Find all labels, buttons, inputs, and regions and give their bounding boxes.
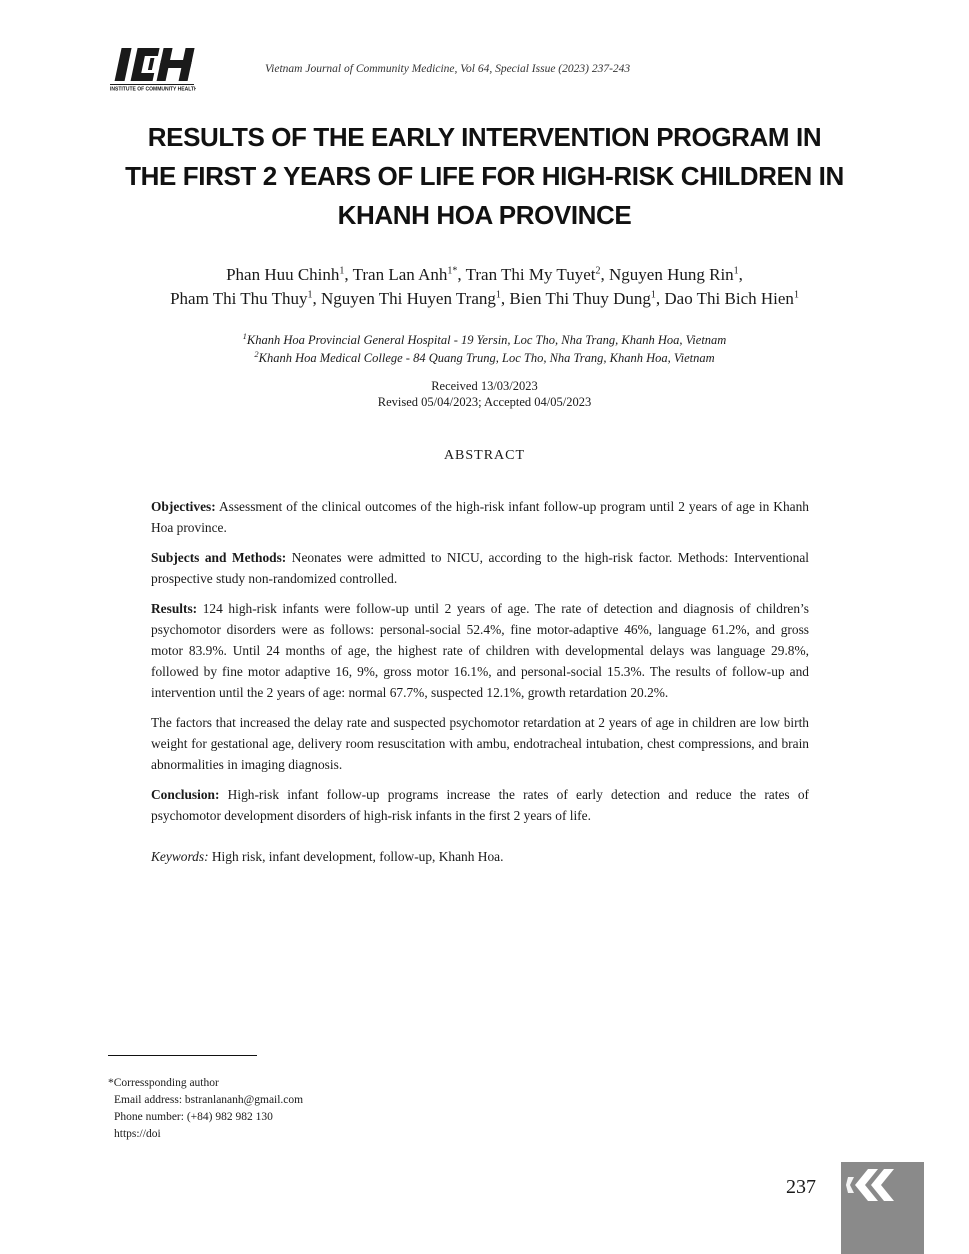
author-name: Bien Thi Thuy Dung	[509, 289, 651, 308]
page-number: 237	[786, 1176, 816, 1198]
paper-title	[60, 118, 909, 235]
abstract-heading: ABSTRACT	[443, 448, 526, 463]
title-line: RESULTS OF THE EARLY INTERVENTION PROGRAM IN	[147, 122, 822, 152]
svg-text:INSTITUTE OF COMMUNITY HEALTH: INSTITUTE OF COMMUNITY HEALTH	[110, 86, 196, 92]
author-name: Dao Thi Bich Hien	[664, 289, 794, 308]
abstract-subjects-methods: Subjects and Methods: Neonates were admitted to NICU, according to the high-risk factor. Methods: Interventional prospective study non-randomized controlled.	[151, 550, 809, 586]
received-date: Received 13/03/2023	[431, 379, 538, 393]
keywords: Keywords: High risk, infant development, follow-up, Khanh Hoa.	[151, 849, 504, 864]
author-name: Pham Thi Thu Thuy	[170, 289, 308, 308]
abstract-factors: The factors that increased the delay rate and suspected psychomotor retardation at 2 years of age in children are low birth weight for gestational age, delivery room resuscitation with ambu, endotracheal intubation, chest compressions, and brain abnormalities in imaging diagnosis.	[151, 715, 809, 772]
revised-accepted-date: Revised 05/04/2023; Accepted 04/05/2023	[377, 395, 592, 409]
phone-number: Phone number: (+84) 982 982 130	[114, 1111, 273, 1123]
author-name: Nguyen Hung Rin	[609, 265, 734, 284]
author-line: Phan Huu Chinh$^1$, Tran Lan Anh$^{1*}$, Tran Thi My Tuyet$^2$, Nguyen Hung Rin$^1$,	[226, 265, 743, 284]
abstract-objectives: Objectives: Assessment of the clinical outcomes of the high-risk infant follow-up program until 2 years of age in Khanh Hoa province.	[151, 499, 809, 535]
ich-logo	[108, 46, 196, 92]
title-line: THE FIRST 2 YEARS OF LIFE FOR HIGH-RISK CHILDREN IN	[125, 161, 844, 191]
title-line: KHANH HOA PROVINCE	[337, 200, 632, 230]
author-name: Phan Huu Chinh	[226, 265, 340, 284]
author-name: Tran Lan Anh	[352, 265, 448, 284]
abstract-conclusion: Conclusion: High-risk infant follow-up programs increase the rates of early detection and reduce the rates of psychomotor development disorders of high-risk infants in the first 2 years of life.	[151, 787, 809, 823]
double-chevron-left-icon	[846, 1166, 896, 1204]
author-name: Tran Thi My Tuyet	[465, 265, 596, 284]
affiliation: $^2$Khanh Hoa Medical College - 84 Quang Trung, Loc Tho, Nha Trang, Khanh Hoa, Vietnam	[254, 348, 715, 365]
footnote-divider	[108, 1055, 257, 1056]
affiliations	[40, 331, 929, 367]
author-line: Pham Thi Thu Thuy$^1$, Nguyen Thi Huyen Trang$^1$, Bien Thi Thuy Dung$^1$, Dao Thi Bich Hien$^1$	[170, 289, 799, 308]
abstract-results: Results: 124 high-risk infants were follow-up until 2 years of age. The rate of detection and diagnosis of children’s psychomotor disorders were as follows: personal-social 52.4%, fine motor-adaptive 46%, language 61.2%, and gross motor 83.9%. Until 24 months of age, the highest rate of children with developmental delays was language 29.8%, followed by fine motor adaptive 16, 9%, gross motor 16.1%, and personal-social 15.3%. The results of follow-up and intervention until the 2 years of age: normal 67.7%, suspected 12.1%, growth retardation 20.2%.	[151, 601, 809, 700]
journal-citation: Vietnam Journal of Community Medicine, Vol 64, Special Issue (2023) 237-243	[265, 63, 631, 75]
affiliation: $^1$Khanh Hoa Provincial General Hospital - 19 Yersin, Loc Tho, Nha Trang, Khanh Hoa, Vietnam	[242, 330, 727, 347]
doi-link[interactable]: https://doi	[114, 1128, 161, 1140]
abstract-body	[151, 496, 809, 876]
corresponding-label: *Corressponding author	[108, 1077, 219, 1089]
author-name: Nguyen Thi Huyen Trang	[321, 289, 496, 308]
author-list	[40, 263, 929, 311]
submission-dates	[40, 378, 929, 410]
corresponding-author-footnote	[108, 1075, 303, 1143]
email-address[interactable]: Email address: bstranlananh@gmail.com	[114, 1094, 304, 1106]
